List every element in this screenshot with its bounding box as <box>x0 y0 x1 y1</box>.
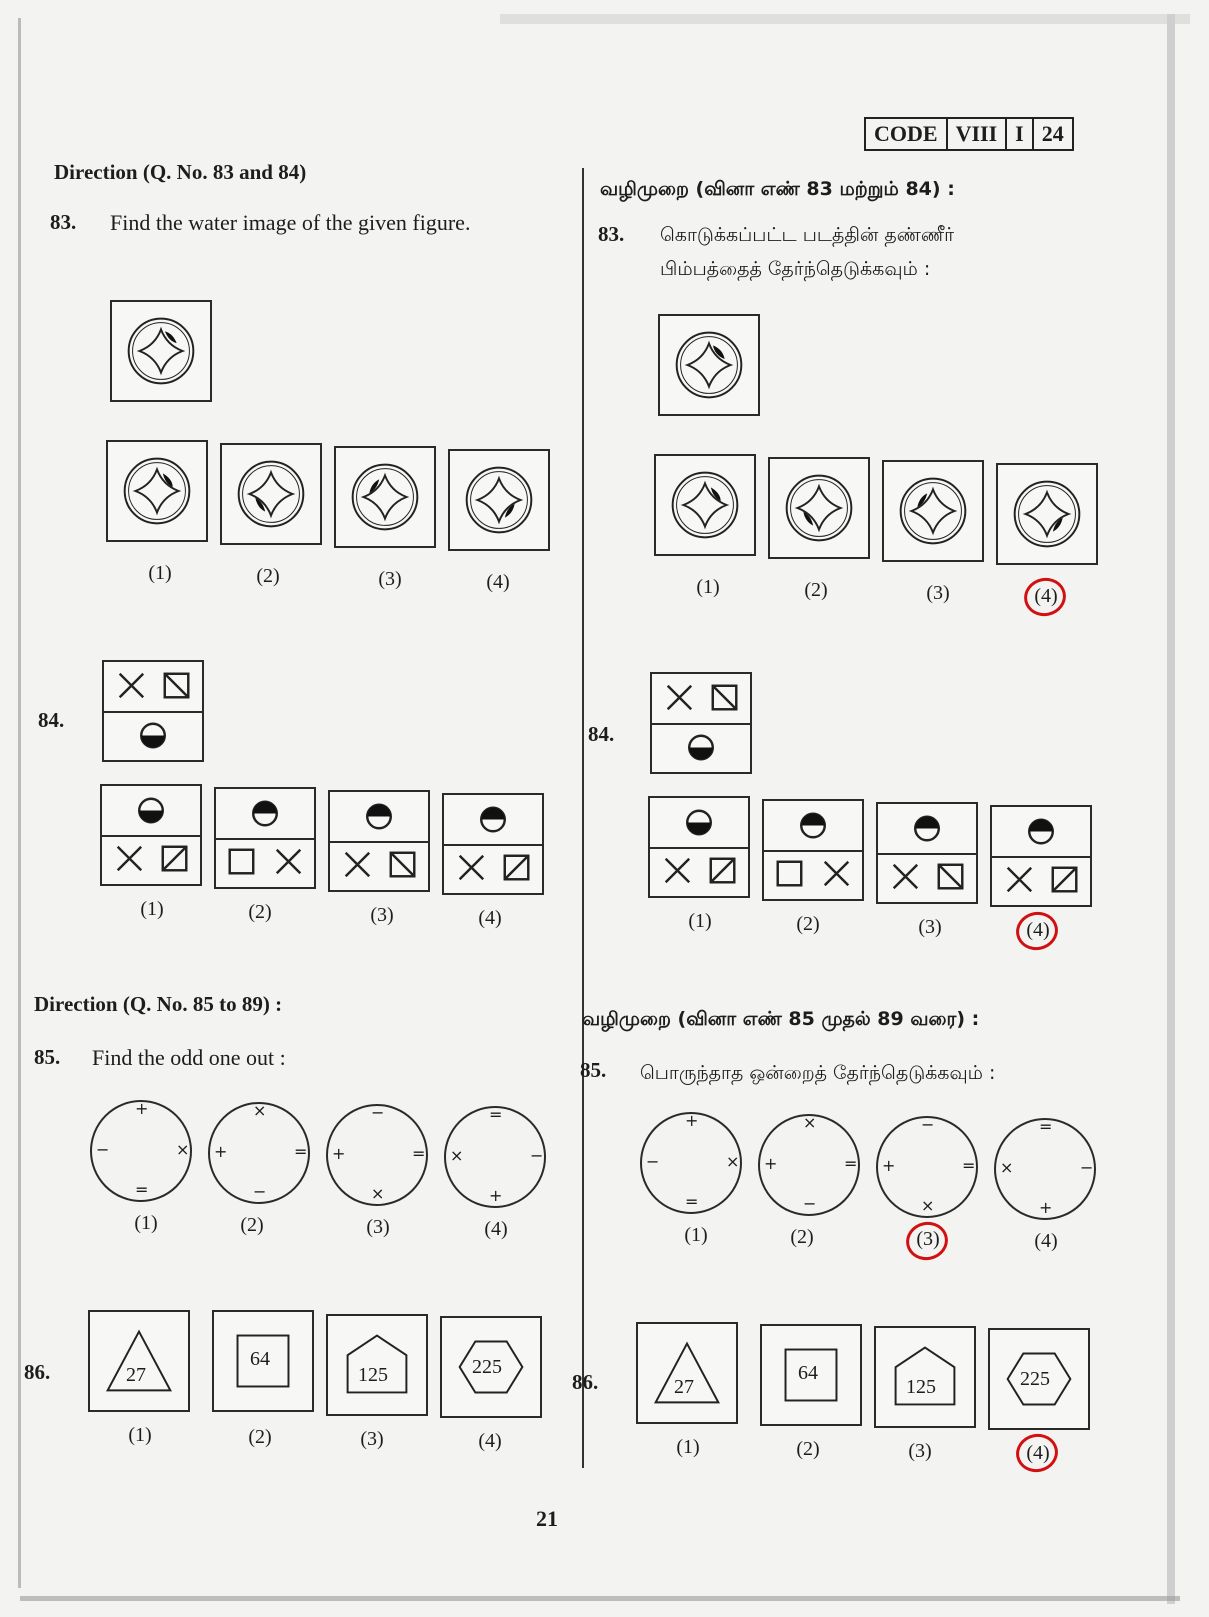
q85-option-2[interactable] <box>208 1102 310 1204</box>
question-number-83-tamil: 83. <box>598 222 625 246</box>
q86-value: 225 <box>472 1356 502 1378</box>
cross-and-boxed-slash-icon <box>992 856 1090 905</box>
plus-symbol: + <box>685 1111 699 1130</box>
cross-and-boxed-slash-icon <box>444 844 542 893</box>
q83-option-1-tamil[interactable] <box>654 454 756 556</box>
question-number-85: 85. <box>34 1045 61 1069</box>
q86-option-label: (3) <box>360 1428 384 1450</box>
question-text-83-tamil-line1: கொடுக்கப்பட்ட படத்தின் தண்ணீர் <box>660 224 955 246</box>
code-box <box>864 117 1074 151</box>
cross-symbol: × <box>253 1101 267 1120</box>
q85-option-3-tamil[interactable] <box>876 1116 978 1218</box>
equals-symbol: = <box>135 1180 149 1199</box>
plus-symbol: + <box>489 1186 503 1205</box>
q84-option-label: (3) <box>370 904 394 926</box>
cross-and-boxed-slash-icon <box>652 674 750 723</box>
circle-star-figure <box>770 459 868 557</box>
plus-symbol: + <box>332 1144 346 1163</box>
plus-symbol: + <box>214 1142 228 1161</box>
q85-option-2-tamil[interactable] <box>758 1114 860 1216</box>
q85-option-label: (3) <box>916 1228 940 1250</box>
code-cell: VIII <box>948 119 1008 149</box>
q85-option-1-tamil[interactable] <box>640 1112 742 1214</box>
triangle-icon <box>638 1324 736 1422</box>
code-cell: I <box>1007 119 1034 149</box>
q84-option-3-tamil[interactable] <box>876 802 978 904</box>
q86-value: 27 <box>126 1364 146 1386</box>
equals-symbol: = <box>294 1142 308 1161</box>
q86-option-label: (2) <box>796 1438 820 1460</box>
q84-option-4-tamil[interactable] <box>990 805 1092 907</box>
q84-option-label: (4) <box>1026 919 1050 941</box>
q84-question-figure-tamil <box>650 672 752 774</box>
q86-option-2[interactable] <box>212 1310 314 1412</box>
cross-symbol: × <box>1000 1158 1014 1177</box>
circle-star-figure <box>660 316 758 414</box>
q83-option-3[interactable] <box>334 446 436 548</box>
q83-option-2[interactable] <box>220 443 322 545</box>
q84-option-label: (2) <box>796 913 820 935</box>
q86-option-1[interactable] <box>88 1310 190 1412</box>
question-number-84-tamil: 84. <box>588 722 615 746</box>
half-filled-circle-icon <box>444 795 542 844</box>
minus-symbol: − <box>646 1152 660 1171</box>
question-number-83: 83. <box>50 210 77 234</box>
q84-option-label: (1) <box>688 910 712 932</box>
plus-symbol: + <box>764 1154 778 1173</box>
question-number-86: 86. <box>24 1360 51 1384</box>
half-filled-circle-icon <box>216 789 314 838</box>
minus-symbol: − <box>253 1182 267 1201</box>
q86-option-3[interactable] <box>326 1314 428 1416</box>
equals-symbol: = <box>489 1105 503 1124</box>
half-filled-circle-icon <box>992 807 1090 856</box>
equals-symbol: = <box>962 1156 976 1175</box>
q86-value: 27 <box>674 1376 694 1398</box>
q86-option-label: (4) <box>478 1430 502 1452</box>
q84-answer-mark <box>1013 908 1062 954</box>
q86-option-label: (3) <box>908 1440 932 1462</box>
q83-answer-mark <box>1021 574 1070 620</box>
q83-option-1[interactable] <box>106 440 208 542</box>
circle-star-figure <box>998 465 1096 563</box>
q86-value: 64 <box>250 1348 270 1370</box>
code-cell: CODE <box>866 119 948 149</box>
q84-option-2[interactable] <box>214 787 316 889</box>
minus-symbol: − <box>1080 1158 1094 1177</box>
q83-question-figure <box>110 300 212 402</box>
cross-symbol: × <box>921 1196 935 1215</box>
q85-option-4-tamil[interactable] <box>994 1118 1096 1220</box>
cross-and-boxed-slash-icon <box>104 662 202 711</box>
half-filled-circle-icon <box>652 723 750 772</box>
q86-option-label: (1) <box>676 1436 700 1458</box>
q86-option-label: (2) <box>248 1426 272 1448</box>
page-number: 21 <box>536 1506 558 1531</box>
q84-option-2-tamil[interactable] <box>762 799 864 901</box>
q83-option-label: (3) <box>926 582 950 604</box>
cross-symbol: × <box>726 1152 740 1171</box>
plus-symbol: + <box>882 1156 896 1175</box>
minus-symbol: − <box>371 1103 385 1122</box>
question-text-85: Find the odd one out : <box>92 1045 286 1070</box>
half-filled-circle-icon <box>102 786 200 835</box>
circle-star-figure <box>336 448 434 546</box>
circle-star-figure <box>450 451 548 549</box>
q83-option-4-tamil[interactable] <box>996 463 1098 565</box>
q85-option-label: (2) <box>240 1214 264 1236</box>
q86-option-4-tamil[interactable] <box>988 1328 1090 1430</box>
scan-edge-right <box>1167 14 1175 1604</box>
q83-option-label: (2) <box>804 579 828 601</box>
q85-answer-mark <box>903 1218 952 1264</box>
direction-heading-83-84: Direction (Q. No. 83 and 84) <box>54 160 307 184</box>
q83-option-label: (3) <box>378 568 402 590</box>
circle-star-figure <box>108 442 206 540</box>
q83-option-label: (4) <box>1034 585 1058 607</box>
minus-symbol: − <box>96 1140 110 1159</box>
question-text-83-tamil-line2: பிம்பத்தைத் தேர்ந்தெடுக்கவும் : <box>660 258 931 280</box>
q86-option-3-tamil[interactable] <box>874 1326 976 1428</box>
circle-star-figure <box>656 456 754 554</box>
q85-option-4[interactable] <box>444 1106 546 1208</box>
q84-option-3[interactable] <box>328 790 430 892</box>
q84-option-1[interactable] <box>100 784 202 886</box>
half-filled-circle-icon <box>330 792 428 841</box>
equals-symbol: = <box>1039 1117 1053 1136</box>
q84-option-label: (3) <box>918 916 942 938</box>
code-cell: 24 <box>1041 121 1064 146</box>
cross-symbol: × <box>803 1113 817 1132</box>
minus-symbol: − <box>921 1115 935 1134</box>
q86-option-label: (4) <box>1026 1442 1050 1464</box>
q86-value: 225 <box>1020 1368 1050 1390</box>
q86-value: 125 <box>358 1364 388 1386</box>
cross-symbol: × <box>450 1146 464 1165</box>
half-filled-circle-icon <box>104 711 202 760</box>
q83-option-label: (1) <box>148 562 172 584</box>
q85-option-label: (1) <box>134 1212 158 1234</box>
q83-option-label: (4) <box>486 571 510 593</box>
q85-option-1[interactable] <box>90 1100 192 1202</box>
half-filled-circle-icon <box>878 804 976 853</box>
q85-option-label: (2) <box>790 1226 814 1248</box>
cross-symbol: × <box>176 1140 190 1159</box>
circle-star-figure <box>884 462 982 560</box>
scan-edge-top <box>500 14 1190 24</box>
question-number-85-tamil: 85. <box>580 1058 607 1082</box>
triangle-icon <box>90 1312 188 1410</box>
direction-heading-85-89-tamil: வழிமுறை (வினா எண் 85 முதல் 89 வரை) : <box>582 1008 980 1030</box>
minus-symbol: − <box>803 1194 817 1213</box>
q85-option-3[interactable] <box>326 1104 428 1206</box>
q85-option-label: (4) <box>1034 1230 1058 1252</box>
q83-option-label: (1) <box>696 576 720 598</box>
half-filled-circle-icon <box>650 798 748 847</box>
q86-option-2-tamil[interactable] <box>760 1324 862 1426</box>
direction-heading-85-89: Direction (Q. No. 85 to 89) : <box>34 992 283 1016</box>
q84-option-label: (4) <box>478 907 502 929</box>
q86-answer-mark <box>1013 1430 1062 1476</box>
circle-star-figure <box>112 302 210 400</box>
q86-value: 64 <box>798 1362 818 1384</box>
scan-edge-bottom <box>20 1596 1180 1601</box>
question-text-85-tamil: பொருந்தாத ஒன்றைத் தேர்ந்தெடுக்கவும் : <box>640 1062 996 1084</box>
half-filled-circle-icon <box>764 801 862 850</box>
q84-option-4[interactable] <box>442 793 544 895</box>
equals-symbol: = <box>844 1154 858 1173</box>
cross-and-boxed-slash-icon <box>878 853 976 902</box>
q85-option-label: (1) <box>684 1224 708 1246</box>
cross-and-boxed-slash-icon <box>330 841 428 890</box>
scan-edge-left <box>18 18 21 1588</box>
question-number-84: 84. <box>38 708 65 732</box>
q86-option-label: (1) <box>128 1424 152 1446</box>
q83-option-label: (2) <box>256 565 280 587</box>
cross-symbol: × <box>371 1184 385 1203</box>
q83-question-figure-tamil <box>658 314 760 416</box>
circle-star-figure <box>222 445 320 543</box>
q86-option-1-tamil[interactable] <box>636 1322 738 1424</box>
q84-option-label: (1) <box>140 898 164 920</box>
q84-option-label: (2) <box>248 901 272 923</box>
column-divider <box>582 168 584 1468</box>
plus-symbol: + <box>135 1099 149 1118</box>
q84-question-figure <box>102 660 204 762</box>
cross-and-boxed-slash-icon <box>102 835 200 884</box>
question-text-83: Find the water image of the given figure. <box>110 210 471 235</box>
q85-option-label: (4) <box>484 1218 508 1240</box>
q83-option-3-tamil[interactable] <box>882 460 984 562</box>
equals-symbol: = <box>412 1144 426 1163</box>
plus-symbol: + <box>1039 1198 1053 1217</box>
cross-and-boxed-slash-icon <box>650 847 748 896</box>
q85-option-label: (3) <box>366 1216 390 1238</box>
direction-heading-83-84-tamil: வழிமுறை (வினா எண் 83 மற்றும் 84) : <box>600 178 955 200</box>
q86-value: 125 <box>906 1376 936 1398</box>
question-number-86-tamil: 86. <box>572 1370 599 1394</box>
q84-option-1-tamil[interactable] <box>648 796 750 898</box>
q86-option-4[interactable] <box>440 1316 542 1418</box>
square-and-cross-icon <box>216 838 314 887</box>
minus-symbol: − <box>530 1146 544 1165</box>
square-and-cross-icon <box>764 850 862 899</box>
equals-symbol: = <box>685 1192 699 1211</box>
q83-option-2-tamil[interactable] <box>768 457 870 559</box>
q83-option-4[interactable] <box>448 449 550 551</box>
